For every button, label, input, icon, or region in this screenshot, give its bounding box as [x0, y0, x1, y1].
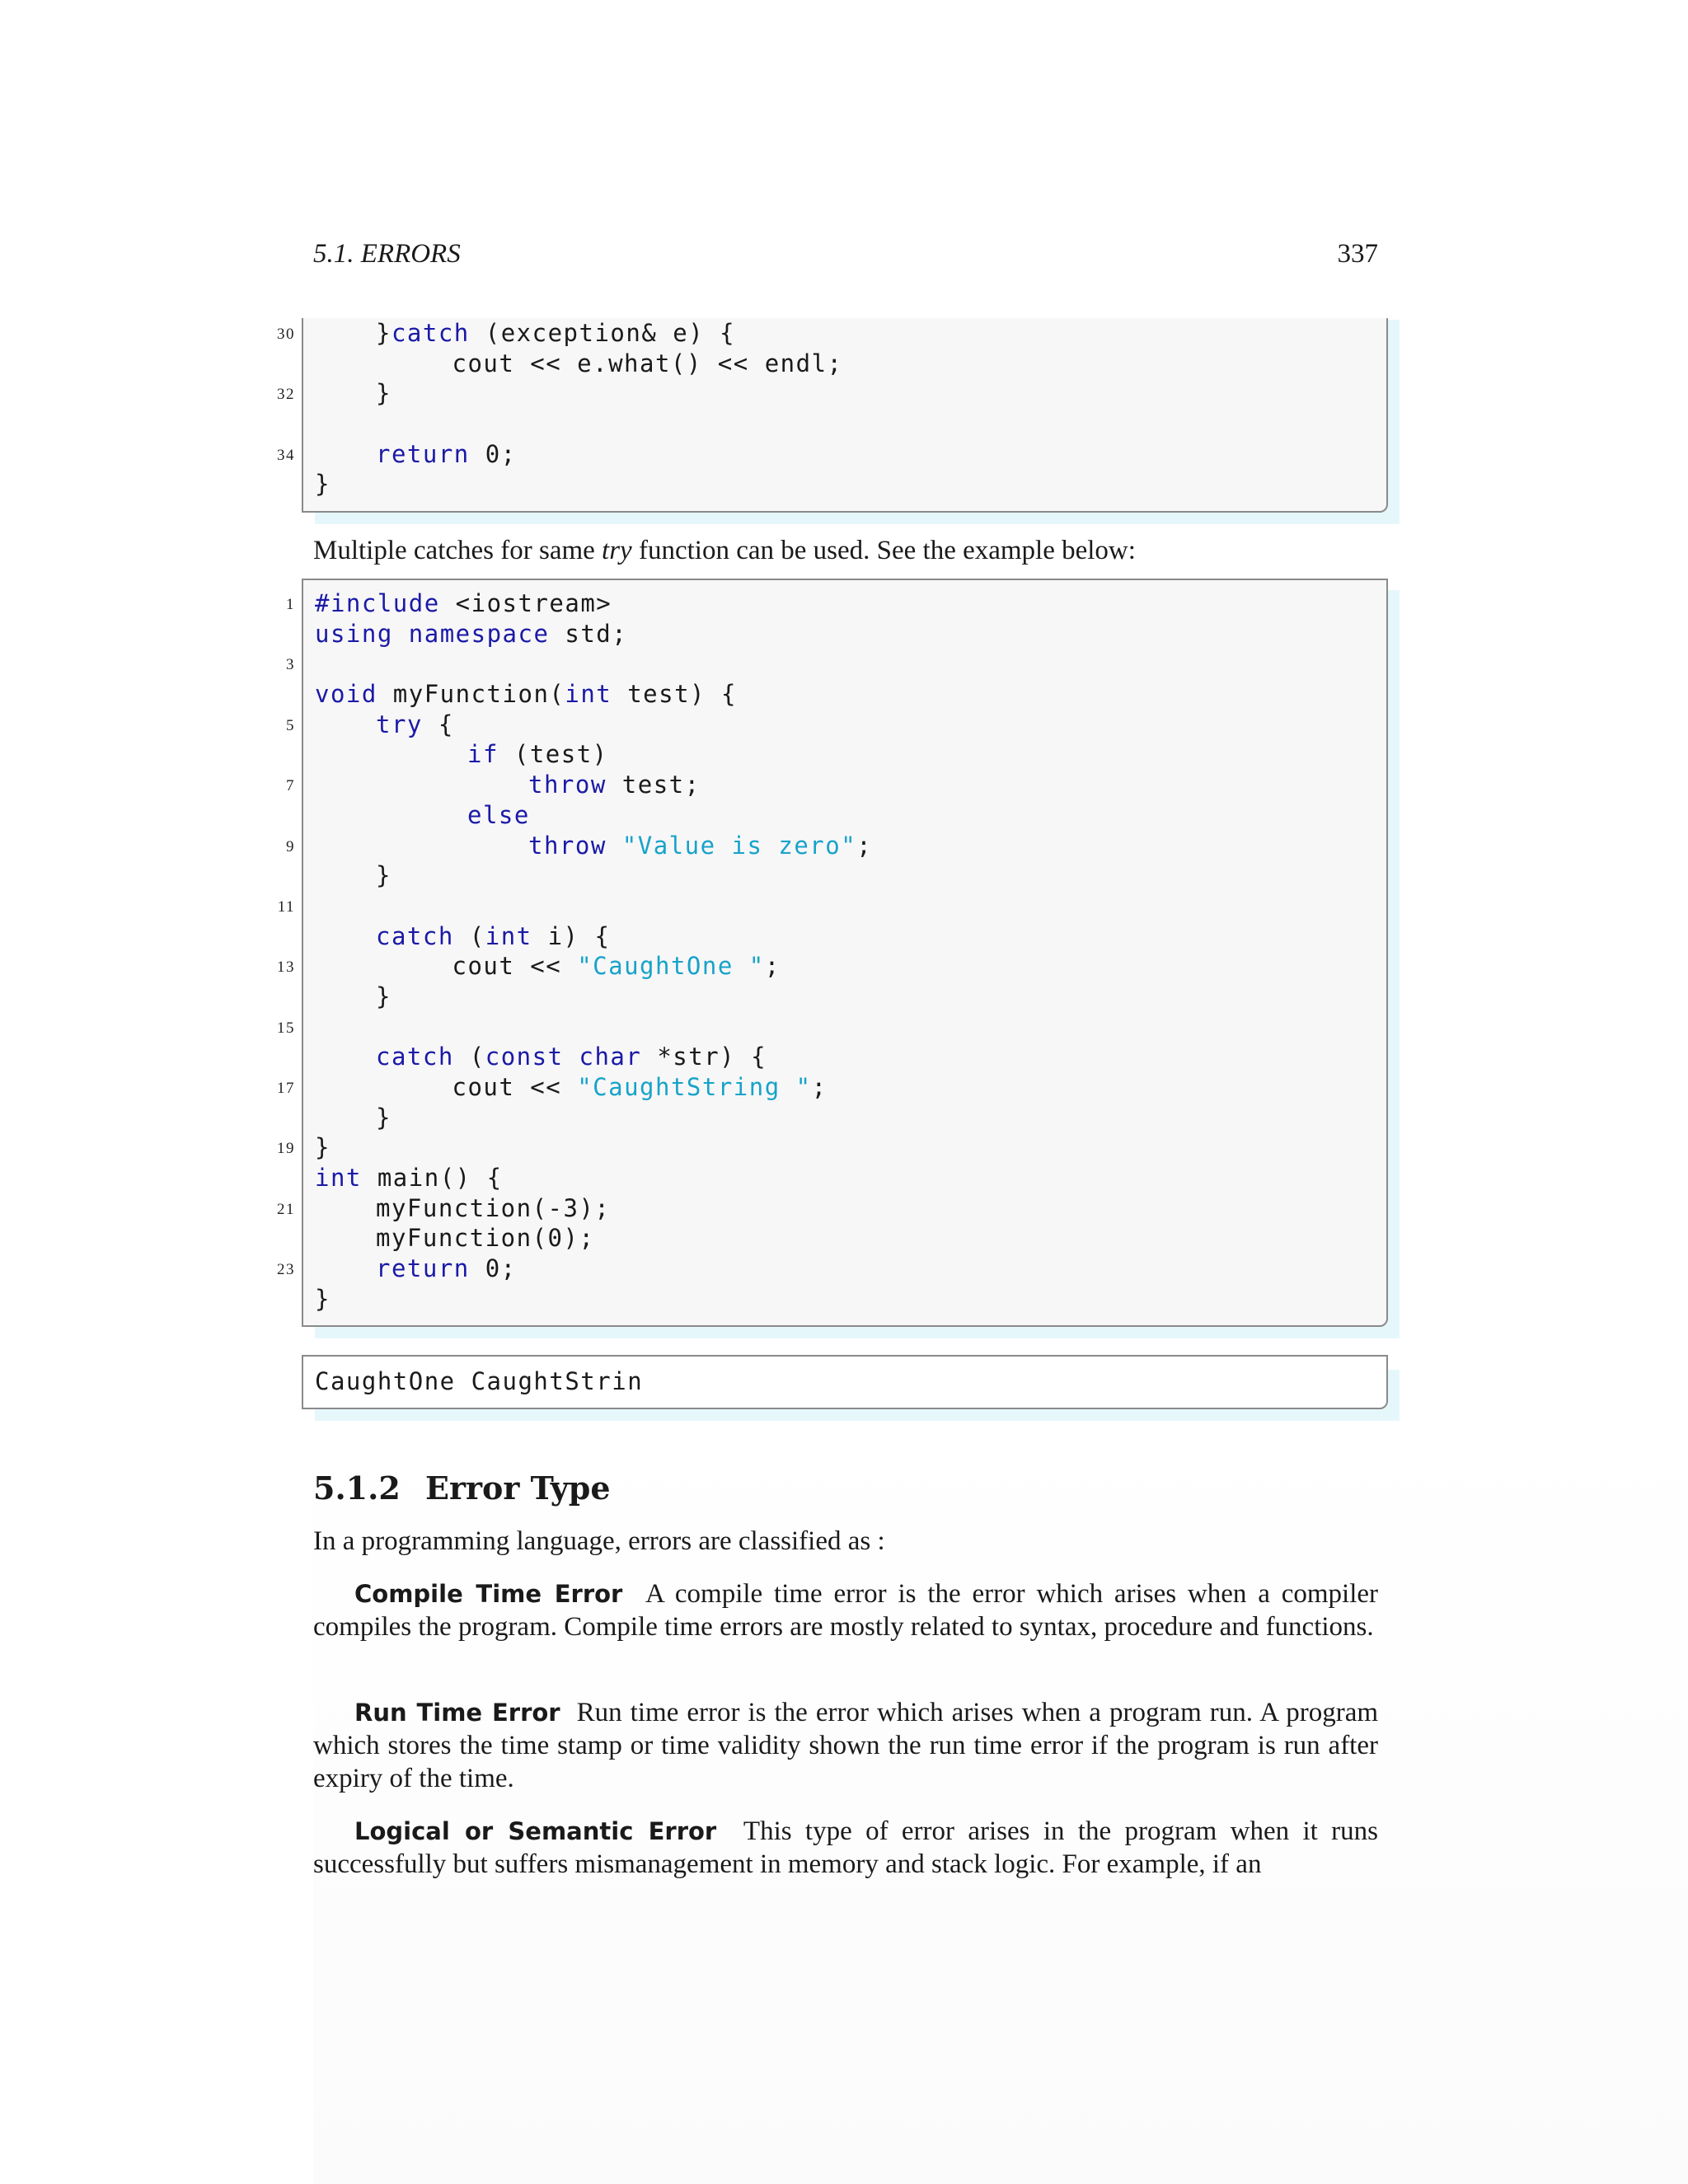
code-keyword: return: [376, 1254, 470, 1283]
code-line: [303, 349, 1386, 379]
code-token: }: [376, 379, 392, 408]
code-line: [303, 619, 1386, 649]
code-text: [467, 800, 530, 831]
code-token: [393, 620, 409, 648]
definition-body: This type of error arises in the program when it runs successfully but suffers mismanagement in memory and stack logic. For example, if an: [313, 1816, 1378, 1879]
page-number: 337: [1337, 239, 1378, 269]
code-token: test;: [606, 771, 701, 799]
code-line: [303, 1042, 1386, 1072]
code-text: [376, 860, 392, 891]
code-keyword: int: [485, 921, 532, 950]
definition-run-time: [313, 1696, 1378, 1795]
code-keyword: #include: [315, 589, 440, 617]
code-keyword: void: [315, 680, 377, 709]
code-listing: [277, 579, 1388, 1327]
intro-text-before: Multiple catches for same: [313, 536, 603, 565]
code-line: [277, 1193, 1386, 1224]
definition-term: Compile Time Error: [354, 1580, 623, 1608]
code-token: main() {: [361, 1164, 503, 1193]
line-number: 5: [286, 716, 295, 734]
definition-compile-time: [313, 1577, 1378, 1643]
code-text: [376, 439, 517, 470]
code-string: "CaughtString ": [577, 1073, 812, 1101]
code-token: (: [453, 1043, 485, 1071]
code-line: [303, 739, 1386, 770]
code-line: [303, 409, 1386, 439]
code-token: (test): [498, 740, 608, 769]
code-token: (exception& e) {: [469, 319, 736, 347]
code-token: }: [376, 982, 392, 1010]
code-line: [277, 1254, 1386, 1284]
line-number: 13: [277, 958, 295, 977]
code-token: test) {: [612, 680, 737, 709]
code-keyword: const: [485, 1043, 564, 1071]
intro-text-emphasis: try: [602, 536, 632, 565]
code-text: [452, 349, 843, 379]
code-keyword: if: [467, 740, 499, 769]
section-heading: [313, 1470, 611, 1507]
code-text: [315, 619, 627, 649]
code-text: [376, 318, 735, 349]
line-number: 11: [277, 898, 295, 916]
code-line: [286, 649, 1386, 679]
intro-text-after: function can be used. See the example below:: [631, 536, 1136, 565]
code-line: [277, 318, 1386, 349]
code-keyword: throw: [528, 771, 607, 799]
code-line: [303, 860, 1386, 891]
code-line: [277, 891, 1386, 921]
code-keyword: int: [315, 1164, 362, 1193]
code-token: std;: [549, 619, 628, 648]
code-keyword: namespace: [408, 619, 550, 648]
section-intro: In a programming language, errors are classified as :: [313, 1526, 885, 1556]
code-token: ;: [764, 952, 781, 981]
code-text: [315, 1132, 331, 1163]
code-text: [376, 1223, 594, 1254]
code-text: [376, 1193, 610, 1224]
code-line: [277, 951, 1386, 982]
code-text: [376, 710, 454, 740]
code-token: myFunction(-3);: [376, 1193, 611, 1222]
code-keyword: else: [467, 800, 530, 829]
code-token: i) {: [532, 921, 611, 950]
code-line: [286, 770, 1386, 800]
code-text: [528, 770, 701, 800]
definition-body: A compile time error is the error which arises when a compiler compiles the program. Compile time errors are mostly related to syntax, procedure and functions.: [313, 1579, 1379, 1642]
code-token: (: [453, 921, 485, 950]
code-line: [286, 710, 1386, 740]
definition-logical: [313, 1815, 1378, 1881]
output-line: [303, 1366, 1386, 1397]
code-keyword: catch: [376, 1043, 454, 1071]
definition-body: Run time error is the error which arises when a program run. A program which stores the time stamp or time validity shown the run time error if the program is run after expiry of the time.: [313, 1698, 1379, 1793]
code-line: [303, 982, 1386, 1012]
definition-term: Run Time Error: [354, 1699, 560, 1727]
code-token: }: [315, 1133, 331, 1162]
code-text: [376, 1254, 517, 1284]
output-box: [302, 1355, 1388, 1409]
code-token: cout <<: [452, 1073, 578, 1101]
line-number: 21: [277, 1200, 295, 1218]
line-number: 9: [286, 837, 295, 855]
intro-paragraph: [313, 534, 1378, 567]
code-line: [303, 679, 1386, 710]
code-line: [303, 1284, 1386, 1315]
section-title: Error Type: [425, 1469, 611, 1507]
line-number: 30: [277, 326, 295, 343]
code-text: [315, 469, 331, 499]
code-line: [303, 800, 1386, 831]
code-keyword: int: [565, 680, 612, 709]
code-line: [277, 439, 1386, 470]
code-token: ;: [856, 831, 873, 860]
code-string: "CaughtOne ": [577, 952, 765, 981]
code-text: [528, 831, 872, 861]
code-token: }: [376, 319, 392, 347]
code-text: [376, 378, 392, 409]
code-token: cout << e.what() << endl;: [452, 349, 843, 377]
code-line: [277, 378, 1386, 409]
code-line: [277, 1072, 1386, 1103]
code-text: [376, 1042, 767, 1072]
code-keyword: char: [579, 1043, 642, 1071]
code-token: [607, 832, 622, 860]
code-token: 0;: [469, 439, 517, 468]
line-number: 7: [286, 777, 295, 795]
code-token: <iostream>: [439, 589, 612, 617]
code-line: [303, 1163, 1386, 1193]
line-number: 19: [277, 1140, 295, 1158]
code-keyword: return: [376, 439, 470, 468]
line-number: 34: [277, 446, 295, 464]
code-line: [303, 921, 1386, 952]
definition-term: Logical or Semantic Error: [354, 1817, 717, 1845]
code-keyword: catch: [391, 319, 470, 347]
line-number: 3: [286, 656, 295, 674]
code-line: [277, 1132, 1386, 1163]
code-token: myFunction(: [377, 680, 565, 709]
code-text: [315, 1284, 331, 1315]
code-text: [376, 982, 392, 1012]
code-token: *str) {: [641, 1043, 767, 1071]
code-listing-continued: [277, 318, 1388, 513]
output-text: CaughtOne CaughtStrin: [315, 1367, 644, 1395]
chapter-title: 5.1. ERRORS: [313, 239, 461, 269]
line-number: 15: [277, 1019, 295, 1037]
code-token: {: [422, 710, 454, 738]
code-text: [467, 739, 608, 770]
code-token: [564, 1043, 579, 1071]
code-token: }: [315, 1284, 331, 1313]
code-line: [277, 1012, 1386, 1043]
code-token: }: [376, 861, 392, 890]
line-number: 23: [277, 1261, 295, 1279]
code-keyword: catch: [376, 921, 454, 950]
code-token: }: [376, 1103, 392, 1132]
code-keyword: using: [315, 619, 393, 648]
code-token: }: [315, 470, 331, 499]
code-text: [315, 679, 737, 710]
code-line: [303, 1103, 1386, 1133]
code-text: [376, 1103, 392, 1133]
code-text: [452, 1072, 828, 1103]
code-text: [452, 951, 781, 982]
code-token: myFunction(0);: [376, 1224, 595, 1253]
code-string: "Value is zero": [621, 831, 857, 860]
code-text: [315, 588, 612, 619]
code-line: [286, 588, 1386, 619]
code-text: [376, 921, 610, 952]
code-line: [303, 1223, 1386, 1254]
section-number: 5.1.2: [313, 1469, 401, 1507]
code-line: [303, 469, 1386, 499]
code-text: [315, 1163, 503, 1193]
line-number: 17: [277, 1080, 295, 1097]
code-keyword: try: [376, 710, 423, 738]
code-line: [286, 831, 1386, 861]
code-token: ;: [811, 1073, 828, 1101]
code-keyword: throw: [528, 831, 607, 860]
line-number: 32: [277, 386, 295, 404]
code-token: 0;: [469, 1254, 517, 1283]
code-token: cout <<: [452, 952, 578, 981]
line-number: 1: [286, 596, 295, 613]
